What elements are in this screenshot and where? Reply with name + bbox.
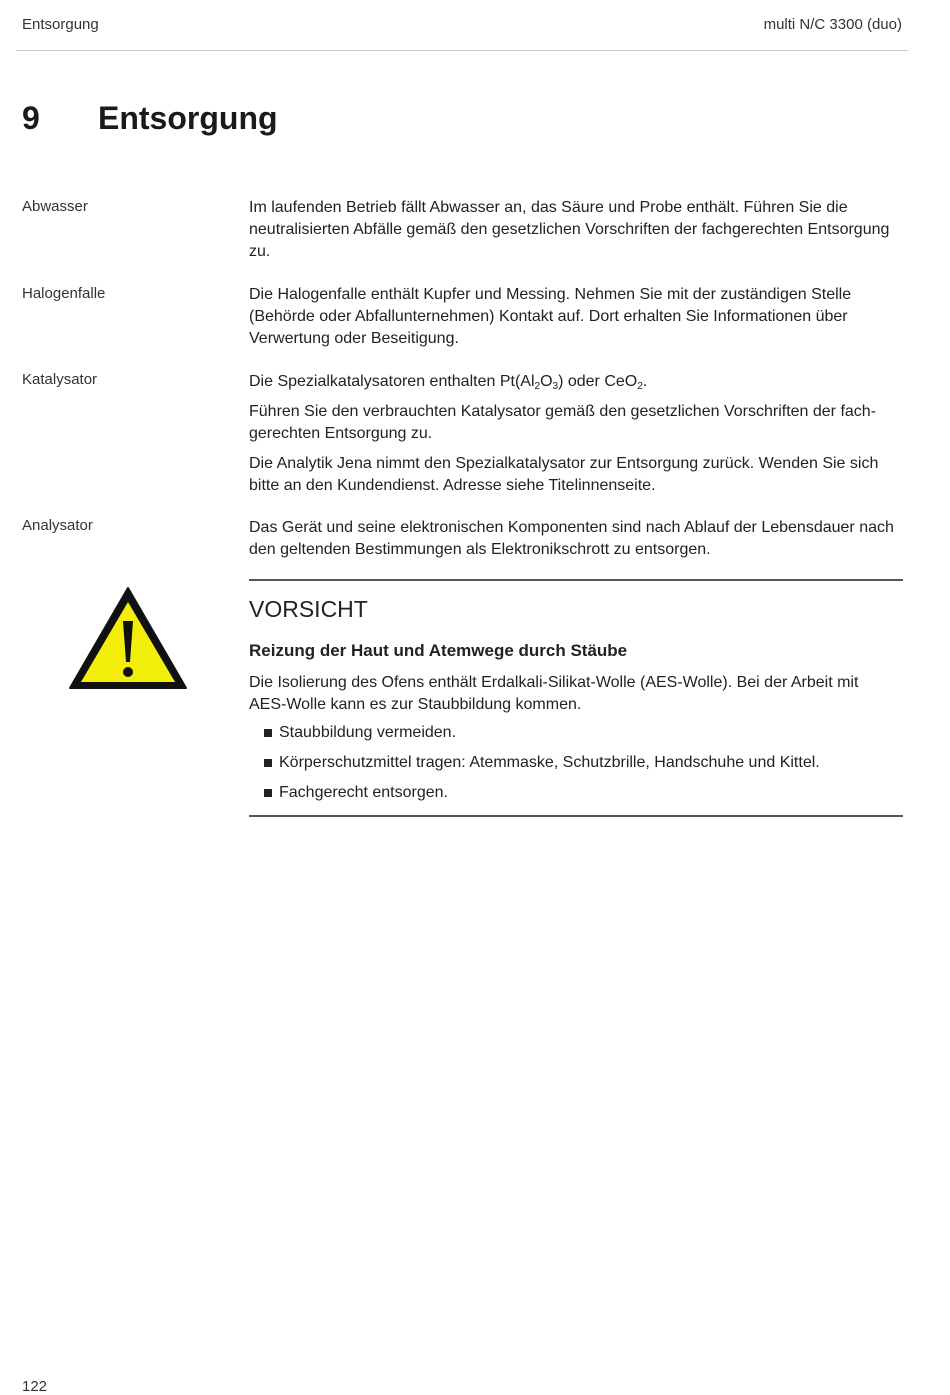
bullet-square-icon [264,759,272,767]
warning-top-rule [249,579,903,581]
katalysator-paragraph-3: Die Analytik Jena nimmt den Spezialkatalysator zur Entsorgung zurück. Wenden Sie sich bitte an den Kundendienst. Adresse siehe Titelinnenseite. [249,455,879,494]
warning-subtitle: Reizung der Haut und Atemwege durch Stäube [249,641,628,660]
header-divider [16,50,908,51]
abwasser-text [249,197,899,271]
warning-bottom-rule [249,815,903,817]
side-label-abwasser: Abwasser [22,198,88,215]
warning-bullet-list [249,722,899,804]
warning-title: VORSICHT [249,596,368,622]
halogenfalle-text [249,284,899,358]
katalysator-paragraph-1: Die Spezialkatalysatoren enthalten $Pt(Al_2O_3)$ oder CeO$_2$. [249,373,648,392]
katalysator-paragraph-2: Führen Sie den verbrauchten Katalysator gemäß den gesetzlichen Vorschriften der fachgerechten Entsorgung zu. [249,403,877,442]
analysator-text [249,517,899,569]
analysator-paragraph: Das Gerät und seine elektronischen Komponenten sind nach Ablauf der Lebensdauer nach den geltenden Bestimmungen als Elektronikschrott zu entsorgen. [249,519,894,558]
side-label-halogenfalle: Halogenfalle [22,285,106,302]
warning-exclamation-dot [123,667,133,677]
warning-text: Die Isolierung des Ofens enthält Erdalkali-Silikat-Wolle (AES-Wolle). Bei der Arbeit mit AES-Wolle kann es zur Staubbildung kommen. [249,674,859,713]
side-label-analysator: Analysator [22,517,93,534]
side-label-katalysator: Katalysator [22,371,98,388]
list-item: Staubbildung vermeiden. [249,722,899,744]
chapter-number: 9 [22,100,40,136]
chapter-title: Entsorgung [98,100,278,136]
bullet-square-icon [264,729,272,737]
page-number: 122 [22,1378,48,1395]
warning-triangle-icon [68,586,188,690]
list-item: Körperschutzmittel tragen: Atemmaske, Schutzbrille, Handschuhe und Kittel. [249,752,899,774]
abwasser-paragraph: Im laufenden Betrieb fällt Abwasser an, das Säure und Probe enthält. Führen Sie die neutralisierten Abfälle gemäß den gesetzlichen Vorschriften der fachgerechten Entsorgung zu. [249,199,890,260]
warning-body [249,672,899,812]
bullet-square-icon [264,789,272,797]
page-header-section: Entsorgung [22,16,99,33]
katalysator-text [249,371,899,505]
list-item: Fachgerecht entsorgen. [249,782,899,804]
halogenfalle-paragraph: Die Halogenfalle enthält Kupfer und Messing. Nehmen Sie mit der zuständigen Stelle (Behörde oder Abfallunternehmen) Kontakt auf. Dort erhalten Sie Informationen über Verwertung oder Beseitigung. [249,286,852,347]
page-header-product: multi N/C 3300 (duo) [763,16,902,33]
